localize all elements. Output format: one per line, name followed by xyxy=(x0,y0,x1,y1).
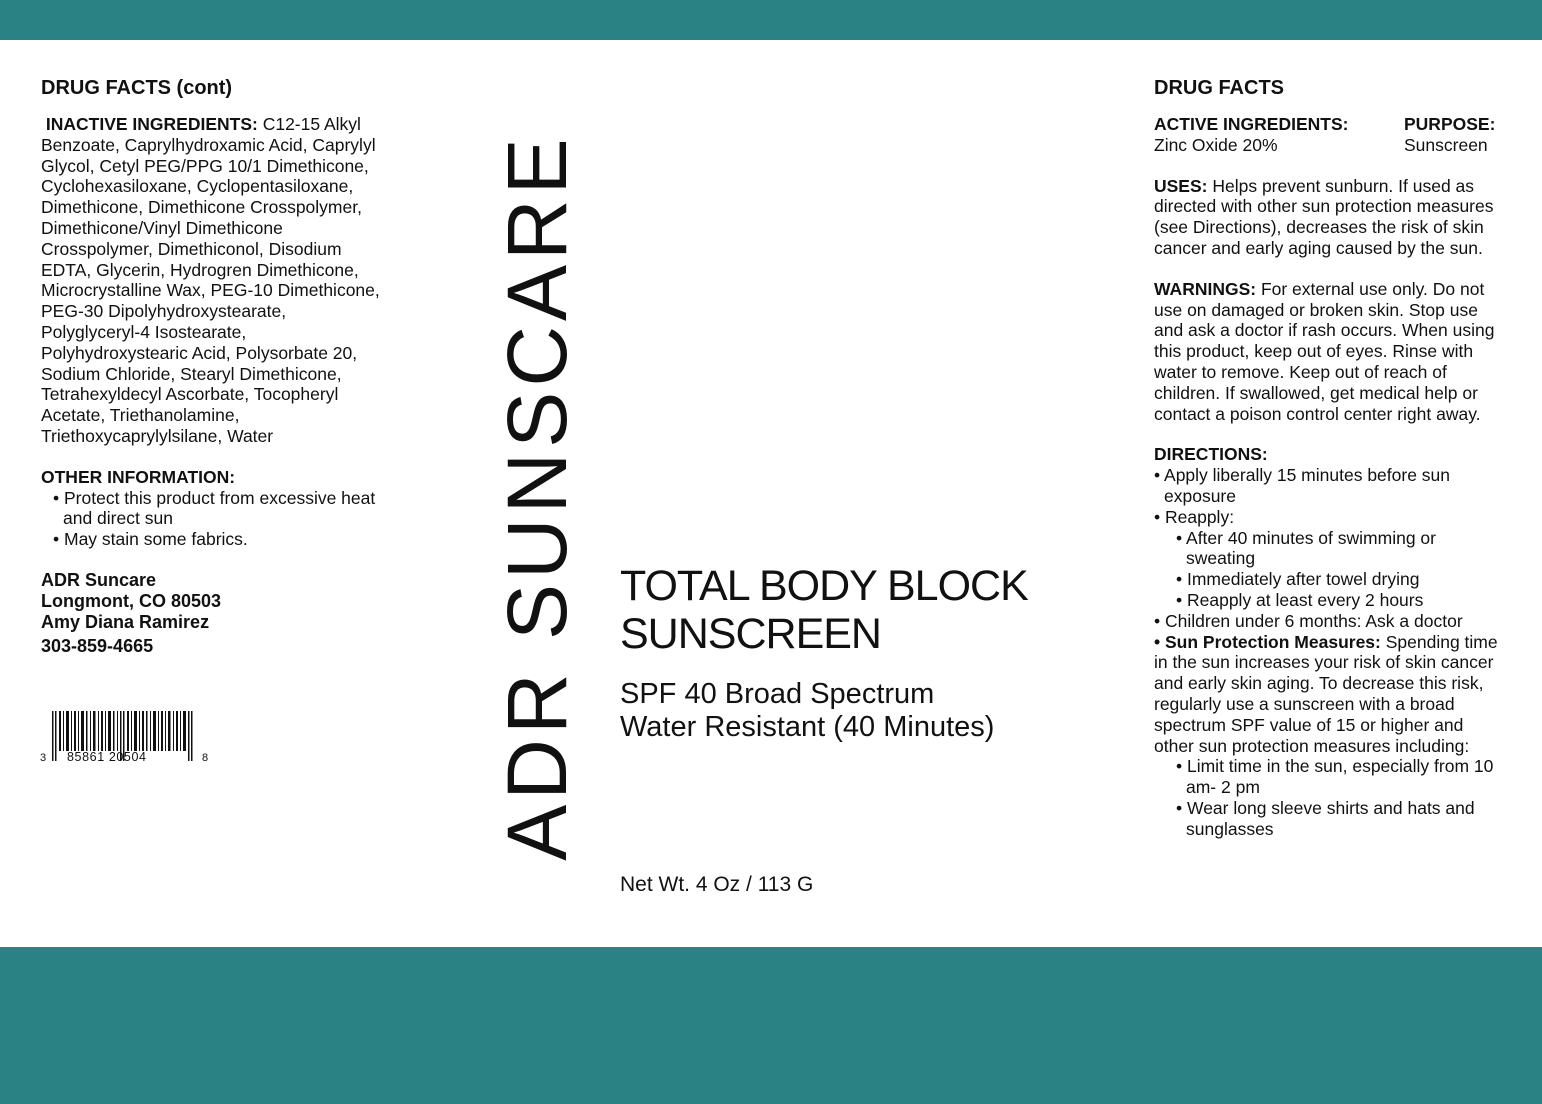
active-purpose-row xyxy=(1154,114,1504,156)
contact-person: Amy Diana Ramirez xyxy=(41,611,210,632)
drug-facts-cont-panel xyxy=(41,76,381,657)
product-title-line2: SUNSCREEN xyxy=(620,610,881,658)
barcode xyxy=(40,711,210,767)
purpose-value: Sunscreen xyxy=(1404,134,1488,155)
purpose-label: PURPOSE: xyxy=(1404,114,1496,134)
active-ingredients-label: ACTIVE INGREDIENTS: xyxy=(1154,114,1349,134)
uses xyxy=(1154,176,1504,259)
phone-number: 303-859-4665 xyxy=(41,635,154,656)
active-ingredients xyxy=(1154,114,1348,156)
product-subtitle xyxy=(620,678,994,744)
product-title xyxy=(620,562,1028,658)
company-address: Longmont, CO 80503 xyxy=(41,590,222,611)
warnings xyxy=(1154,279,1504,425)
direction-item: • Children under 6 months: Ask a doctor xyxy=(1154,610,1463,631)
other-information-list xyxy=(41,488,381,550)
water-resistant-line: Water Resistant (40 Minutes) xyxy=(620,711,995,743)
spf-line: SPF 40 Broad Spectrum xyxy=(620,678,935,710)
directions-label: DIRECTIONS: xyxy=(1154,444,1268,465)
other-info-item: • Protect this product from excessive heat and direct sun xyxy=(53,487,376,529)
directions xyxy=(1154,444,1504,839)
sun-protection-measures xyxy=(1154,632,1504,757)
drug-facts-cont-heading: DRUG FACTS (cont) xyxy=(41,77,233,99)
sun-protection-label: • Sun Protection Measures: xyxy=(1154,631,1381,652)
inactive-ingredients-label: INACTIVE INGREDIENTS: xyxy=(45,114,258,134)
other-information-label: OTHER INFORMATION: xyxy=(41,466,236,487)
contact-block xyxy=(41,570,381,657)
brand-vertical xyxy=(490,92,584,902)
active-ingredients-value: Zinc Oxide 20% xyxy=(1154,134,1278,155)
barcode-digit-first: 3 xyxy=(40,752,47,764)
sun-protection-item: • Limit time in the sun, especially from 10 am- 2 pm xyxy=(1176,756,1494,798)
direction-subitem: • Reapply at least every 2 hours xyxy=(1176,589,1424,610)
uses-text: Helps prevent sunburn. If used as directed with other sun protection measures (see Directions), decreases the risk of skin cancer and early aging caused by the sun. xyxy=(1154,175,1494,258)
direction-item: • Apply liberally 15 minutes before sun exposure xyxy=(1154,465,1451,506)
inactive-ingredients xyxy=(41,114,381,447)
warnings-text: For external use only. Do not use on damaged or broken skin. Stop use and ask a doctor if rash occurs. When using this product, keep out of eyes. Rinse with water to remove. Keep out of reach of children. If swallowed, get medical help or contact a poison control center right away. xyxy=(1154,278,1495,424)
brand-name: ADR SUNSCARE xyxy=(490,133,584,861)
net-weight: Net Wt. 4 Oz / 113 G xyxy=(620,873,814,896)
sun-protection-text: Spending time in the sun increases your risk of skin cancer and early skin aging. To decrease this risk, regularly use a sunscreen with a broad spectrum SPF value of 15 or higher and other sun protection measures including: xyxy=(1154,631,1498,756)
barcode-digits-middle: 85861 20504 xyxy=(67,750,147,764)
direction-subitem: • Immediately after towel drying xyxy=(1176,569,1420,590)
bottom-color-band xyxy=(0,947,1542,1104)
direction-item: • Reapply: xyxy=(1154,506,1235,527)
sun-protection-item: • Wear long sleeve shirts and hats and sunglasses xyxy=(1176,797,1475,839)
other-info-item: • May stain some fabrics. xyxy=(53,529,248,550)
barcode-digit-last: 8 xyxy=(202,752,209,764)
inactive-ingredients-text: C12-15 Alkyl Benzoate, Caprylhydroxamic Acid, Caprylyl Glycol, Cetyl PEG/PPG 10/1 Dimethicone, Cyclohexasiloxane, Cyclopentasiloxane, Dimethicone, Dimethicone Crosspolymer, Dimethicone/Vinyl Dimethicone Crosspolymer, Dimethiconol, Disodium EDTA, Glycerin, Hydrogren Dimethicone, Microcrystalline Wax, PEG-10 Dimethicone, PEG-30 Dipolyhydroxystearate, Polyglyceryl-4 Isostearate, Polyhydroxystearic Acid, Polysorbate 20, Sodium Chloride, Stearyl Dimethicone, Tetrahexyldecyl Ascorbate, Tocopheryl Acetate, Triethanolamine, Triethoxycaprylylsilane, Water xyxy=(41,114,380,446)
top-color-band xyxy=(0,0,1542,40)
direction-subitem: • After 40 minutes of swimming or sweating xyxy=(1176,527,1436,569)
drug-facts-panel xyxy=(1154,76,1504,840)
warnings-label: WARNINGS: xyxy=(1154,278,1257,299)
company-name: ADR Suncare xyxy=(41,569,157,590)
drug-facts-heading: DRUG FACTS xyxy=(1154,77,1284,99)
uses-label: USES: xyxy=(1154,175,1208,196)
product-title-line1: TOTAL BODY BLOCK xyxy=(620,562,1028,610)
purpose xyxy=(1404,114,1504,156)
